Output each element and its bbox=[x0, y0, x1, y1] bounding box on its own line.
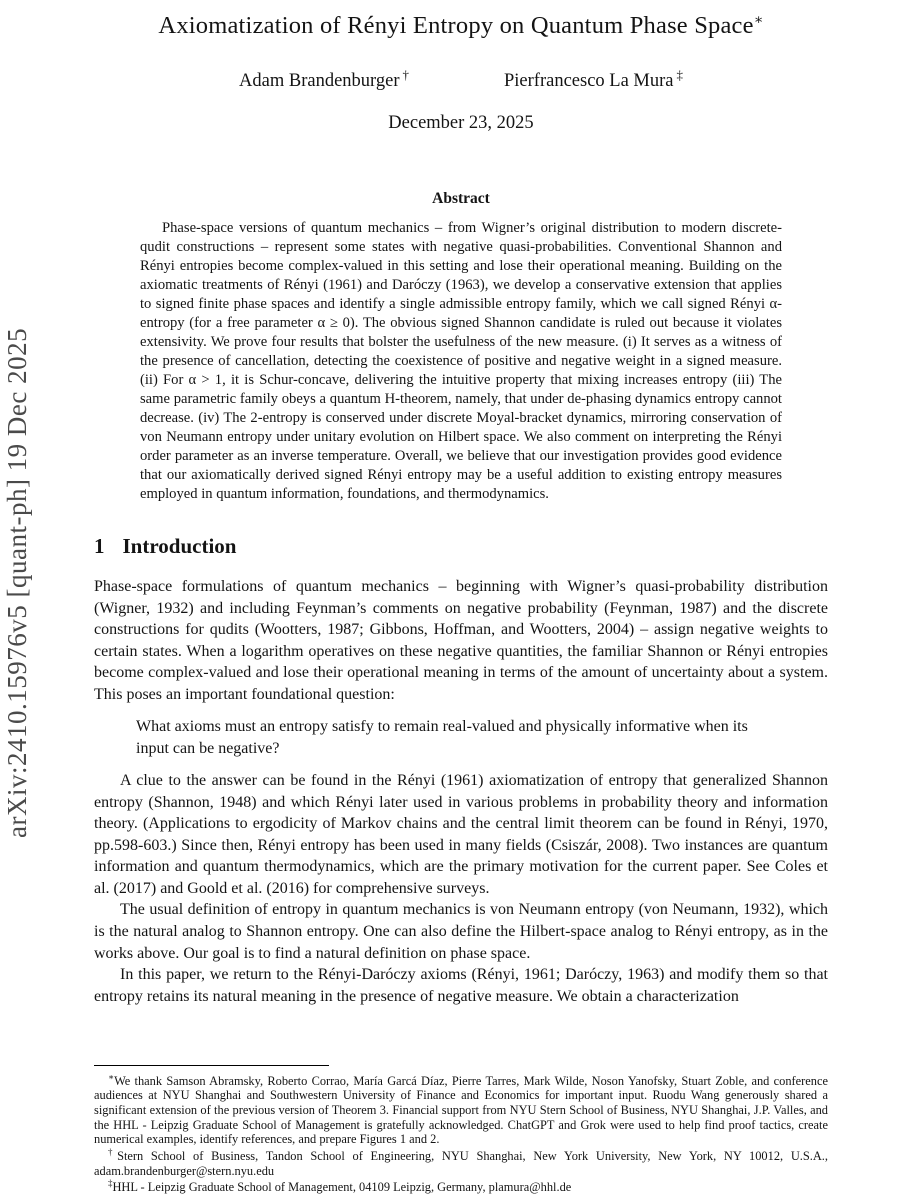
footnote-affiliation-2 bbox=[94, 1178, 828, 1195]
intro-paragraph-1: Phase-space formulations of quantum mechanics – beginning with Wigner’s quasi-probability distribution (Wigner, 1932) and including Feynman’s comments on negative probability (Feynman, 1987) and the discrete constructions for qudits (Wootters, 1987; Gibbons, Hoffman, and Wootters, 2004) – assign negative weights to certain states. When a logarithm operatives on these negative quantities, the familiar Shannon or Rényi entropies become complex-valued and lose their operational meaning in terms of the amount of uncertainty about a system. This poses an important foundational question: bbox=[94, 578, 828, 703]
footnote-thanks-marker: ∗ bbox=[108, 1071, 115, 1082]
footnote-affiliation-2-text: HHL - Leipzig Graduate School of Management, 04109 Leipzig, Germany, plamura@hhl.de bbox=[112, 1180, 572, 1195]
footnote-rule bbox=[94, 1065, 329, 1066]
section-1-number: 1 bbox=[94, 533, 105, 558]
footnote-thanks-text: We thank Samson Abramsky, Roberto Corrao, María Garcá Díaz, Pierre Tarres, Mark Wilde, Noson Yanofsky, Stuart Zoble, and conference audiences at NYU Shanghai and Southwestern University of Finance and Economics for important input. Ruodu Wang generously shared a significant extension of the previous version of Theorem 3. Financial support from NYU Stern School of Business, NYU Shanghai, J.P. Valles, and the HHL - Leipzig Graduate School of Management is gratefully acknowledged. ChatGPT and Grok were used to help find proof tactics, create numerical examples, identify references, and prepare Figures 1 and 2. bbox=[94, 1073, 828, 1147]
author-1 bbox=[239, 67, 409, 92]
author-2-name: Pierfrancesco La Mura bbox=[503, 71, 674, 92]
section-1-heading bbox=[94, 534, 828, 559]
footnote-affiliation-2-marker: ‡ bbox=[108, 1178, 113, 1189]
author-2-affiliation-mark: ‡ bbox=[676, 67, 683, 83]
author-1-name: Adam Brandenburger bbox=[239, 71, 400, 92]
abstract-text: Phase-space versions of quantum mechanics – from Wigner’s original distribution to modern discrete-qudit constructions – represent some states with negative quasi-probabilities. Conventional Shannon and Rényi entropies become complex-valued in this setting and lose their operational meaning. Building on the axiomatic treatments of Rényi (1961) and Daróczy (1963), we develop a conservative extension that applies to signed finite phase spaces and identify a single admissible entropy family, which we call signed Rényi α-entropy (for a free parameter α ≥ 0). The obvious signed Shannon candidate is ruled out because it violates extensivity. We prove four results that bolster the usefulness of the new measure. (i) It serves as a witness of the presence of cancellation, detecting the coexistence of positive and negative weight in a signed measure. (ii) For α > 1, it is Schur-concave, delivering the intuitive property that mixing increases entropy (iii) The same parametric family obeys a quantum H-theorem, namely, that under de-phasing dynamics entropy cannot decrease. (iv) The 2-entropy is conserved under discrete Moyal-bracket dynamics, mirroring conservation of von Neumann entropy under unitary evolution on Hilbert space. We also comment on interpreting the Rényi order parameter as an inverse temperature. Overall, we believe that our investigation provides good evidence that our axiomatically derived signed Rényi entropy may be a useful addition to existing entropy measures employed in quantum information, foundations, and thermodynamics. bbox=[140, 220, 782, 502]
paper-date: December 23, 2025 bbox=[388, 113, 534, 134]
footnote-thanks bbox=[94, 1072, 828, 1147]
intro-paragraph-3: The usual definition of entropy in quantum mechanics is von Neumann entropy (von Neumann, 1932), which is the natural analog to Shannon entropy. One can also define the Hilbert-space analog to Rényi entropy, as in the works above. Our goal is to find a natural definition on phase space. bbox=[94, 901, 828, 962]
arxiv-sidebar-stamp: arXiv:2410.15976v5 [quant-ph] 19 Dec 2025 bbox=[2, 327, 32, 838]
intro-paragraph-4: In this paper, we return to the Rényi-Daróczy axioms (Rényi, 1961; Daróczy, 1963) and modify them so that entropy retains its natural meaning in the presence of negative measure. We obtain a characterization bbox=[94, 966, 828, 1005]
footnote-affiliation-1-marker: † bbox=[108, 1146, 118, 1157]
author-1-affiliation-mark: † bbox=[402, 67, 409, 83]
section-1-title: Introduction bbox=[122, 533, 237, 558]
footnote-block bbox=[94, 1065, 828, 1195]
intro-block-quote: What axioms must an entropy satisfy to remain real-valued and physically informative when its input can be negative? bbox=[136, 718, 748, 757]
introduction-body bbox=[94, 576, 828, 1007]
author-line bbox=[94, 67, 828, 92]
footnote-affiliation-1-text: Stern School of Business, Tandon School of Engineering, NYU Shanghai, New York University, New York, NY 10012, U.S.A., adam.brandenburger@stern.nyu.edu bbox=[94, 1149, 828, 1178]
paper-title bbox=[94, 12, 828, 40]
intro-paragraph-2: A clue to the answer can be found in the Rényi (1961) axiomatization of entropy that generalized Shannon entropy (Shannon, 1948) and which Rényi later used in various problems in probability theory and information theory. (Applications to ergodicity of Markov chains and the central limit theorem can be found in Rényi, 1970, pp.598-603.) Since then, Rényi entropy has been used in many fields (Csiszár, 2008). Two instances are quantum information and quantum thermodynamics, which are the primary motivation for the current paper. See Coles et al. (2017) and Goold et al. (2016) for comprehensive surveys. bbox=[94, 772, 828, 897]
title-footnote-mark: ∗ bbox=[753, 12, 764, 28]
abstract-heading: Abstract bbox=[432, 190, 490, 208]
author-2 bbox=[504, 67, 683, 92]
paper-title-text: Axiomatization of Rényi Entropy on Quantum Phase Space bbox=[158, 12, 754, 40]
footnote-affiliation-1 bbox=[94, 1147, 828, 1178]
